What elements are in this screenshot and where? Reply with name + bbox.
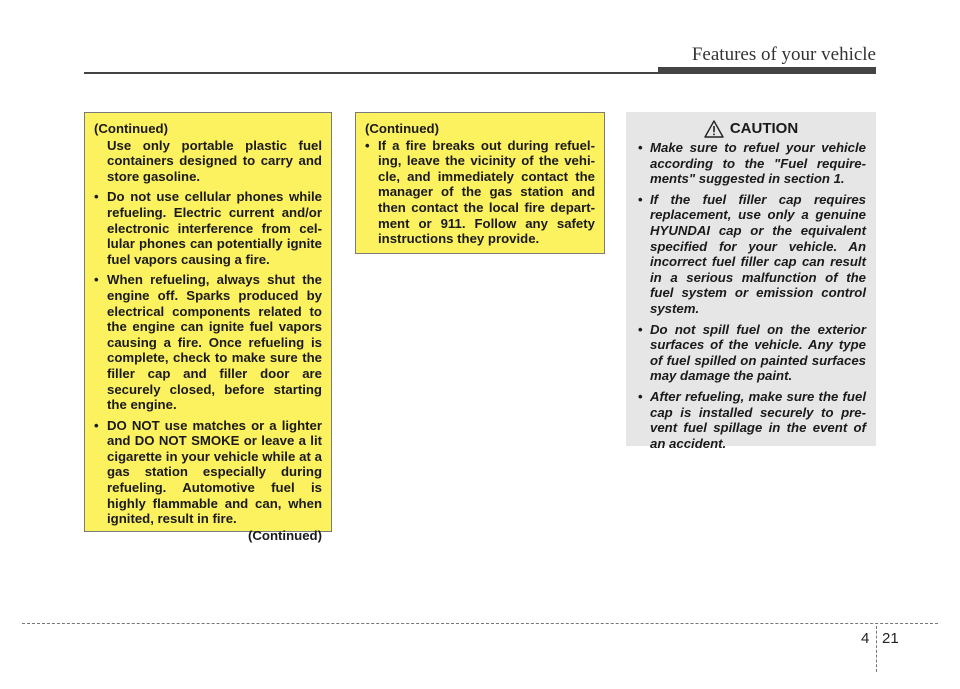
warning-bullet-item: • When refueling, always shut the engine off. Sparks produced by electrical components related to the engine can ignite fuel vapors causing a fire. Once refueling is complete, check to make sure the filler cap and filler door are securely closed, before starting the engine.: [107, 272, 322, 412]
continued-end-label: (Continued): [248, 527, 322, 543]
page-number-separator: [876, 626, 877, 672]
caution-box: [626, 112, 876, 451]
page-header-title: Features of your vehicle: [691, 44, 876, 65]
continued-label: (Continued): [365, 121, 439, 136]
warning-bullet-item: • If a fire breaks out during refuel-ing, leave the vicinity of the vehi-cle, and immediately contact the manager of the gas station and then contact the local fire depart-ment or 911. Follow any safety instructions they provide.: [378, 138, 595, 247]
header-rule-thick: [658, 67, 876, 73]
caution-bullet-item: • If the fuel filler cap requires replacement, use only a genuine HYUNDAI cap or the equivalent specified for your vehicle. An incorrect fuel filler cap can result in a serious malfunction of the fuel system or emission control system.: [650, 192, 866, 317]
continued-label: (Continued): [94, 121, 168, 136]
caution-bullet-item: • Make sure to refuel your vehicle according to the "Fuel require-ments" suggested in section 1.: [650, 140, 866, 187]
caution-heading-text: CAUTION: [729, 120, 799, 138]
warning-triangle-icon: [704, 120, 724, 138]
warning-paragraph: Use only portable plastic fuel containers designed to carry and store gasoline.: [107, 137, 322, 184]
chapter-number: 4: [861, 630, 870, 647]
caution-heading: [636, 120, 866, 138]
warning-box-continued-1: [84, 112, 332, 543]
caution-bullet-item: • After refueling, make sure the fuel cap is installed securely to pre-vent fuel spillage in the event of an accident.: [650, 389, 866, 451]
warning-bullet-item: • Do not use cellular phones while refueling. Electric current and/or electronic interference from cel-lular phones can potentially ignite fuel vapors causing a fire.: [107, 189, 322, 267]
warning-box-continued-2: [355, 112, 605, 254]
page-number: 21: [882, 630, 899, 647]
caution-bullet-item: • Do not spill fuel on the exterior surfaces of the vehicle. Any type of fuel spilled on painted surfaces may damage the paint.: [650, 322, 866, 384]
warning-bullet-item: • DO NOT use matches or a lighter and DO NOT SMOKE or leave a lit cigarette in your vehicle while at a gas station especially during refueling. Automotive fuel is highly flammable and can, when ignited, result in fire.: [107, 418, 322, 527]
footer-rule: [22, 623, 938, 624]
